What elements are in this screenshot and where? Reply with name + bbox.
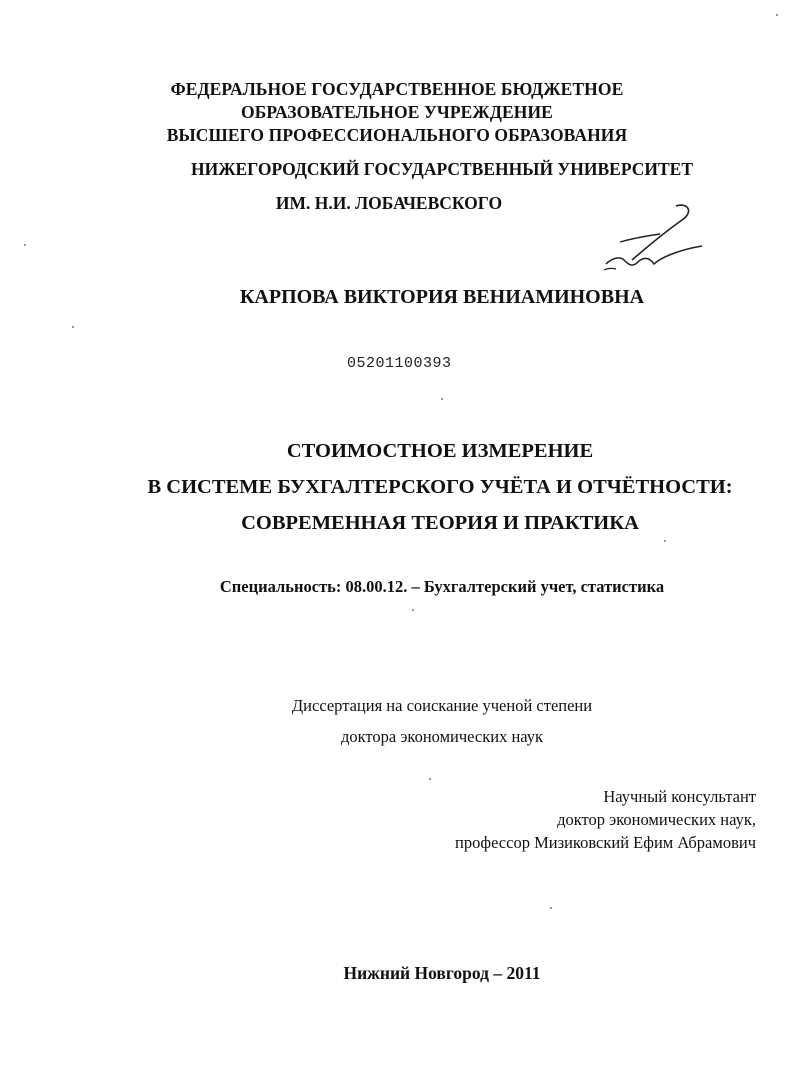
institution-line-1: ФЕДЕРАЛЬНОЕ ГОСУДАРСТВЕННОЕ БЮДЖЕТНОЕ <box>170 79 624 99</box>
scan-speck <box>429 778 431 780</box>
institution-line-2: ОБРАЗОВАТЕЛЬНОЕ УЧРЕЖДЕНИЕ <box>241 102 553 122</box>
scan-speck <box>776 14 778 16</box>
record-code: 05201100393 <box>347 355 452 372</box>
institution-header <box>0 78 794 147</box>
university-named-after: ИМ. Н.И. ЛОБАЧЕВСКОГО <box>275 193 503 213</box>
author-name: КАРПОВА ВИКТОРИЯ ВЕНИАМИНОВНА <box>239 286 645 308</box>
scan-speck <box>24 244 26 246</box>
scan-speck <box>72 326 74 328</box>
scientific-consultant <box>455 785 756 854</box>
scan-speck <box>441 398 443 400</box>
consultant-name: профессор Мизиковский Ефим Абрамович <box>455 833 756 852</box>
scan-speck <box>412 609 414 611</box>
title-line-1: СТОИМОСТНОЕ ИЗМЕРЕНИЕ <box>286 440 594 462</box>
scan-speck <box>664 540 666 542</box>
city-year: Нижний Новгород – 2011 <box>343 963 541 983</box>
institution-line-3: ВЫСШЕГО ПРОФЕССИОНАЛЬНОГО ОБРАЗОВАНИЯ <box>166 125 628 145</box>
dissertation-line-2: доктора экономических наук <box>340 727 544 746</box>
scan-speck <box>550 907 552 909</box>
dissertation-line-1: Диссертация на соискание ученой степени <box>291 696 593 715</box>
consultant-degree: доктор экономических наук, <box>557 810 756 829</box>
dissertation-degree <box>0 690 794 752</box>
title-line-3: СОВРЕМЕННАЯ ТЕОРИЯ И ПРАКТИКА <box>241 512 639 534</box>
title-line-2: В СИСТЕМЕ БУХГАЛТЕРСКОГО УЧЁТА И ОТЧЁТНОСТИ: <box>147 476 733 498</box>
dissertation-title <box>0 433 794 541</box>
specialty: Специальность: 08.00.12. – Бухгалтерский учет, статистика <box>219 577 665 596</box>
signature-icon <box>598 198 708 278</box>
consultant-role: Научный консультант <box>603 787 756 806</box>
university-name: НИЖЕГОРОДСКИЙ ГОСУДАРСТВЕННЫЙ УНИВЕРСИТЕТ <box>190 159 694 179</box>
